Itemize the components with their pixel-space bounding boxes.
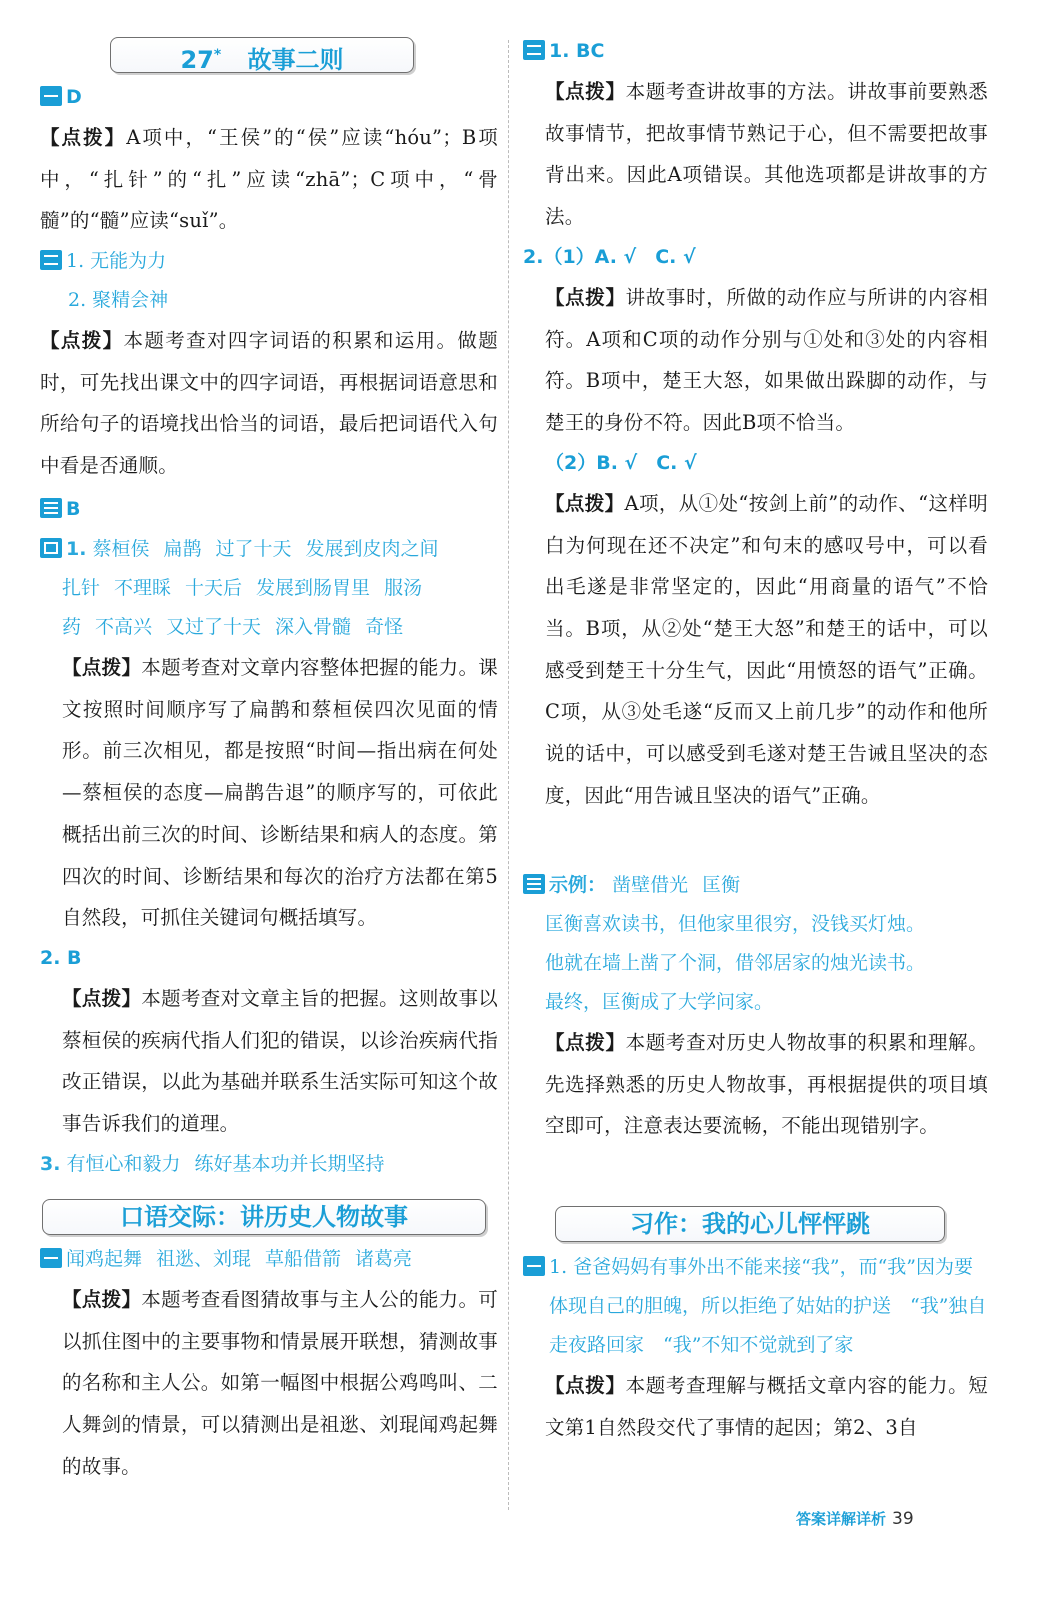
oral-explain: 【点拨】本题考查看图猜故事与主人公的能力。可以抓住图中的主要事物和情景展开联想，猜测故事的名称和主人公。如第一幅图中根据公鸡鸣叫、二人舞剑的情景，可以猜测出是祖逖、刘琨闻鸡起舞的故事。	[62, 1288, 498, 1478]
q1-block	[40, 78, 498, 242]
oral-question-one-icon	[40, 1248, 62, 1268]
r-q3-story-2: 他就在墙上凿了个洞，借邻居家的烛光读书。	[545, 952, 926, 974]
r-q3-story-1: 匡衡喜欢读书，但他家里很穷，没钱买灯烛。	[545, 913, 926, 935]
q2-answer-1: 1. 无能为力	[40, 242, 498, 281]
page-number: 39	[892, 1509, 914, 1529]
q2-explain: 【点拨】本题考查对四字词语的积累和运用。做题时，可先找出课文中的四字词语，再根据词语意思和所给句子的语境找出恰当的词语，最后把词语代入句中看是否通顺。	[40, 329, 498, 478]
r-q1-block	[523, 32, 988, 238]
r-q2-block	[523, 238, 988, 816]
lesson-star: *	[213, 47, 222, 63]
r-q3-explain: 【点拨】本题考查对历史人物故事的积累和理解。先选择熟悉的历史人物故事，再根据提供的项目填空即可，注意表达要流畅，不能出现错别字。	[545, 1031, 988, 1138]
q1-answer-line	[40, 78, 498, 117]
question-one-icon	[40, 86, 62, 106]
r-q3-block	[523, 866, 988, 1147]
r-q3-story-3: 最终，匡衡成了大学问家。	[545, 991, 774, 1013]
writing-question-one-icon	[523, 1256, 545, 1276]
r-q2-explain-1: 【点拨】讲故事时，所做的动作应与所讲的内容相符。A项和C项的动作分别与①处和③处的内容相符。B项中，楚王大怒，如果做出跺脚的动作，与楚王的身份不符。因此B项不恰当。	[545, 286, 988, 435]
lesson-banner	[110, 37, 414, 73]
lesson-title: 故事二则	[247, 46, 344, 74]
r-q1-explain: 【点拨】本题考查讲故事的方法。讲故事前要熟悉故事情节，把故事情节熟记于心，但不需要把故事背出来。因此A项错误。其他选项都是讲故事的方法。	[545, 80, 988, 229]
q3-block	[40, 490, 498, 529]
r-q2-part2: （2）B. √ C. √	[545, 451, 697, 474]
q4-explain-2: 【点拨】本题考查对文章主旨的把握。这则故事以蔡桓侯的疾病代指人们犯的错误，以诊治疾病代指改正错误，以此为基础并联系生活实际可知这个故事告诉我们的道理。	[62, 986, 498, 1136]
question-four-icon	[40, 538, 62, 558]
r-q2-part1: 2.（1）A. √ C. √	[523, 246, 696, 268]
writing-block	[523, 1248, 988, 1448]
r-q1-answer-line: 1. BC	[523, 32, 988, 71]
q1-answer: D	[66, 86, 82, 108]
q2-answer-2: 2. 聚精会神	[68, 289, 169, 311]
writing-banner: 习作：我的心儿怦怦跳	[555, 1206, 945, 1242]
q4-block	[40, 530, 498, 1184]
footer-label: 答案详解详析	[796, 1510, 887, 1528]
page-footer	[796, 1508, 996, 1530]
q4-answer-3: 3. 有恒心和毅力 练好基本功并长期坚持	[40, 1152, 385, 1175]
question-three-icon	[523, 874, 545, 894]
column-divider	[508, 40, 509, 1510]
oral-block	[40, 1240, 498, 1488]
q4-line-3: 药 不高兴 又过了十天 深入骨髓 奇怪	[62, 616, 404, 638]
oral-answer-line: 闻鸡起舞 祖逖、刘琨 草船借箭 诸葛亮	[40, 1240, 498, 1279]
q3-answer-line: B	[40, 490, 498, 529]
q4-line-1: 1. 蔡桓侯 扁鹊 过了十天 发展到皮肉之间	[40, 530, 498, 569]
q1-tag: 【点拨】	[40, 126, 127, 149]
r-q2-explain-2: 【点拨】A项，从①处“按剑上前”的动作、“这样明白为何现在还不决定”和句末的感叹号中，可以看出毛遂是非常坚定的，因此“用商量的语气”不恰当。B项，从②处“楚王大怒”和楚王的话中，可以感受到楚王十分生气，因此“用愤怒的语气”正确。C项，从③处毛遂“反而又上前几步”的动作和他所说的话中，可以感受到毛遂对楚王告诫且坚决的态度，因此“用告诫且坚决的语气”正确。	[545, 491, 988, 807]
q4-answer-2: 2. B	[40, 946, 82, 969]
writing-explain: 【点拨】本题考查理解与概括文章内容的能力。短文第1自然段交代了事情的起因；第2、3自	[545, 1374, 988, 1439]
lesson-number: 27	[180, 46, 214, 74]
r-q3-answer-line: 示例： 凿壁借光 匡衡	[523, 866, 988, 905]
writing-answer: 1. 爸爸妈妈有事外出不能来接“我”，而“我”因为要体现自己的胆魄，所以拒绝了姑姑的护送 “我”独自走夜路回家 “我”不知不觉就到了家	[523, 1248, 988, 1365]
q4-explain: 【点拨】本题考查对文章内容整体把握的能力。课文按照时间顺序写了扁鹊和蔡桓侯四次见面的情形。前三次相见，都是按照“时间—指出病在何处—蔡桓侯的态度—扁鹊告退”的顺序写的，可依此概括出前三次的时间、诊断结果和病人的态度。第四次的时间、诊断结果和每次的治疗方法都在第5自然段，可抓住关键词句概括填写。	[62, 656, 498, 930]
question-three-icon	[40, 498, 62, 518]
q4-line-2: 扎针 不理睬 十天后 发展到肠胃里 服汤	[62, 577, 423, 599]
question-two-icon	[40, 250, 62, 270]
oral-banner: 口语交际：讲历史人物故事	[42, 1199, 486, 1235]
q2-block	[40, 242, 498, 487]
question-two-icon	[523, 40, 545, 60]
q1-explain: 【点拨】A项中，“王侯”的“侯”应读“hóu”；B项中，“扎针”的“扎”应读“zhā”；C项中，“骨髓”的“髓”应读“suǐ”。	[40, 126, 498, 233]
